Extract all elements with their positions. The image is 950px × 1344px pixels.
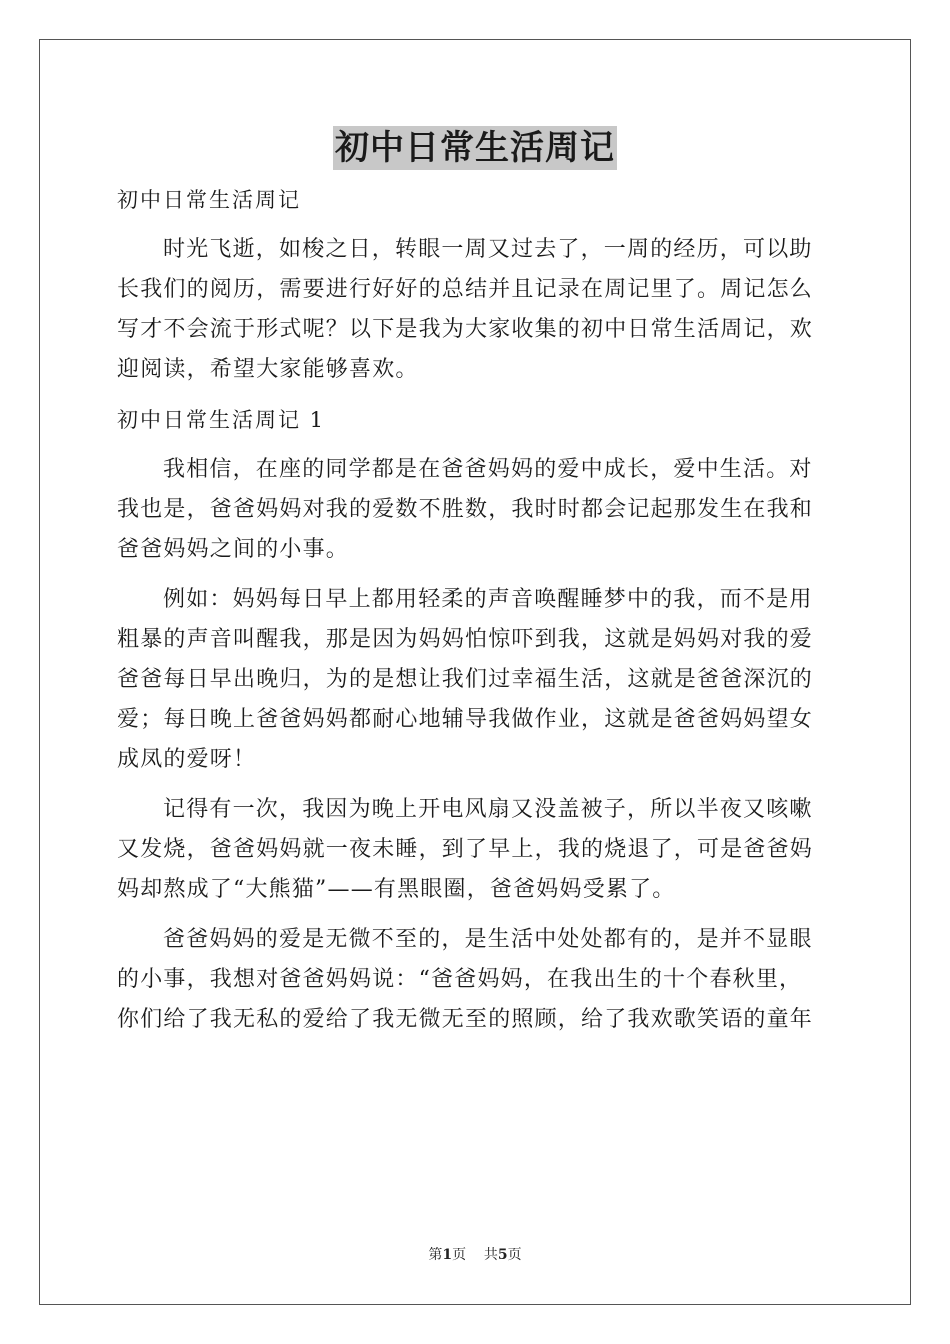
page-total: 5 [497, 1247, 508, 1263]
paragraph-line: 成凤的爱呀！ [117, 747, 257, 772]
paragraph-line: 我也是，爸爸妈妈对我的爱数不胜数，我时时都会记起那发生在我和 [117, 497, 814, 522]
paragraph-4 [117, 920, 833, 1040]
intro-line: 写才不会流于形式呢？以下是我为大家收集的初中日常生活周记，欢 [117, 317, 814, 342]
total-prefix: 共 [483, 1247, 498, 1263]
section-heading: 初中日常生活周记 1 [117, 408, 326, 432]
paragraph-line: 例如：妈妈每日早上都用轻柔的声音唤醒睡梦中的我，而不是用 [163, 587, 813, 612]
paragraph-line: 的小事，我想对爸爸妈妈说：“爸爸妈妈，在我出生的十个春秋里， [117, 967, 803, 992]
page-unit: 页 [452, 1247, 467, 1263]
title-wrap [0, 126, 950, 170]
paragraph-line: 记得有一次，我因为晚上开电风扇又没盖被子，所以半夜又咳嗽 [163, 797, 813, 822]
paragraph-line: 爱；每日晚上爸爸妈妈都耐心地辅导我做作业，这就是爸爸妈妈望女 [117, 707, 814, 732]
paragraph-line: 又发烧，爸爸妈妈就一夜未睡，到了早上，我的烧退了，可是爸爸妈 [117, 837, 814, 862]
paragraph-line: 你们给了我无私的爱给了我无微无至的照顾，给了我欢歌笑语的童年 [117, 1007, 814, 1032]
intro-line: 迎阅读，希望大家能够喜欢。 [117, 357, 419, 382]
paragraph-line: 爸爸每日早出晚归，为的是想让我们过幸福生活，这就是爸爸深沉的 [117, 667, 814, 692]
document-subtitle: 初中日常生活周记 [117, 188, 301, 212]
paragraph-line: 我相信，在座的同学都是在爸爸妈妈的爱中成长，爱中生活。对 [163, 457, 813, 482]
paragraph-line: 爸爸妈妈的爱是无微不至的，是生活中处处都有的，是并不显眼 [163, 927, 813, 952]
intro-line: 长我们的阅历，需要进行好好的总结并且记录在周记里了。周记怎么 [117, 277, 814, 302]
page-current: 1 [442, 1247, 453, 1263]
paragraph-line: 粗暴的声音叫醒我，那是因为妈妈怕惊吓到我，这就是妈妈对我的爱 [117, 627, 814, 652]
paragraph-line: 妈却熬成了“大熊猫”——有黑眼圈，爸爸妈妈受累了。 [117, 877, 676, 902]
document-title: 初中日常生活周记 [335, 128, 615, 168]
total-unit: 页 [507, 1247, 522, 1263]
paragraph-1 [117, 450, 833, 570]
paragraph-3 [117, 790, 833, 910]
paragraph-2 [117, 580, 833, 780]
page-footer [0, 1246, 950, 1264]
document-body [117, 180, 833, 1040]
intro-line: 时光飞逝，如梭之日，转眼一周又过去了，一周的经历，可以助 [163, 237, 813, 262]
page-prefix: 第 [428, 1247, 443, 1263]
paragraph-line: 爸爸妈妈之间的小事。 [117, 537, 350, 562]
